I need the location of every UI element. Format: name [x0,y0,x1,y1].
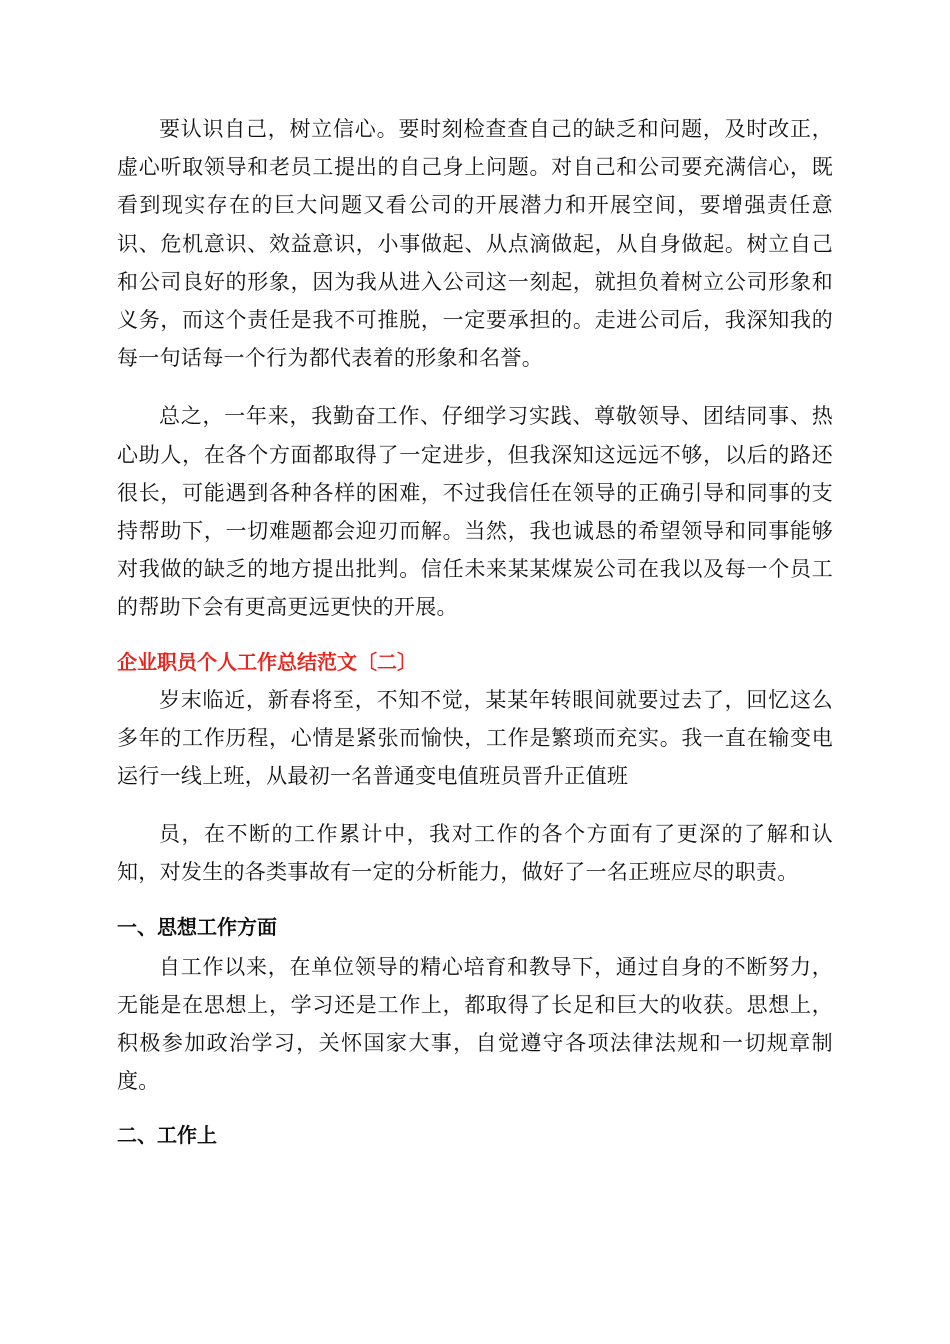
paragraph-spacer [117,627,833,643]
paragraph-self-confidence: 要认识自己，树立信心。要时刻检查查自己的缺乏和问题，及时改正，虚心听取领导和老员工提出的自己身上问题。对自己和公司要充满信心，既看到现实存在的巨大问题又看公司的开展潜力和开展空间，要增强责任意识、危机意识、效益意识，小事做起、从点滴做起，从自身做起。树立自己和公司良好的形象，因为我从进入公司这一刻起，就担负着树立公司形象和义务，而这个责任是我不可推脱，一定要承担的。走进公司后，我深知我的每一句话每一个行为都代表着的形象和名誉。 [117,117,833,371]
paragraph-ideology: 自工作以来，在单位领导的精心培育和教导下，通过自身的不断努力，无能是在思想上，学习还是工作上，都取得了长足和巨大的收获。思想上，积极参加政治学习，关怀国家大事，自觉遵守各项法律法规和一切规章制度。 [117,954,833,1094]
paragraph-spacer [117,1100,833,1116]
paragraph-spacer [117,892,833,908]
heading-work: 二、工作上 [117,1123,217,1148]
section-title: 企业职员个人工作总结范文〔二〕 [117,649,417,674]
paragraph-year-end: 岁末临近，新春将至，不知不觉，某某年转眼间就要过去了，回忆这么多年的工作历程，心情是紧张而愉快，工作是繁琐而充实。我一直在输变电运行一线上班，从最初一名普通变电值班员晋升正值班 [117,687,833,789]
document-body [117,110,833,1154]
paragraph-spacer [117,795,833,815]
heading-ideological-work: 一、思想工作方面 [117,914,277,939]
paragraph-continuation: 员，在不断的工作累计中，我对工作的各个方面有了更深的了解和认知，对发生的各类事故有一定的分析能力，做好了一名正班应尽的职责。 [117,822,833,885]
paragraph-summary: 总之，一年来，我勤奋工作、仔细学习实践、尊敬领导、团结同事、热心助人，在各个方面都取得了一定进步，但我深知这远远不够，以后的路还很长，可能遇到各种各样的困难，不过我信任在领导的正确引导和同事的支持帮助下，一切难题都会迎刃而解。当然，我也诚恳的希望领导和同事能够对我做的缺乏的地方提出批判。信任未来某某煤炭公司在我以及每一个员工的帮助下会有更高更远更快的开展。 [117,404,833,620]
paragraph-spacer [117,377,833,397]
